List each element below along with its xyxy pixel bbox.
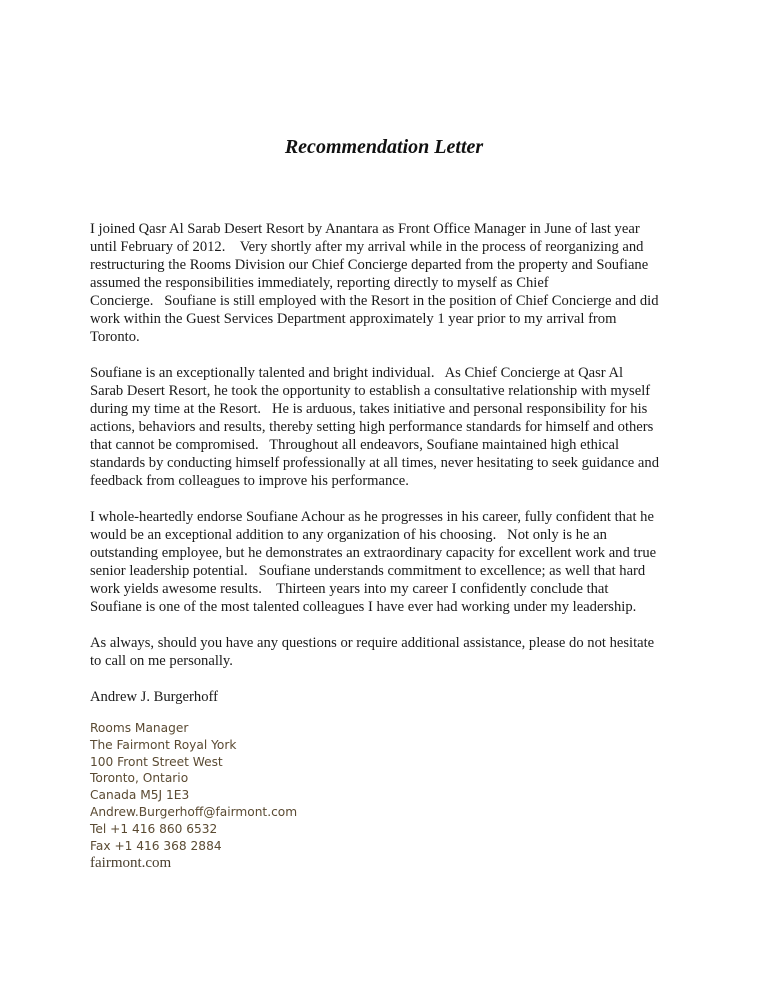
text-line: outstanding employee, but he demonstrates an extraordinary capacity for excellent work and true [90,545,657,561]
signature-website: fairmont.com [90,855,172,872]
letter-body [90,220,690,873]
text-line: assumed the responsibilities immediately, reporting directly to myself as Chief [90,275,549,291]
text-line: until February of 2012. Very shortly after my arrival while in the process of reorganizing and [90,239,644,255]
paragraph-qualities [90,364,690,490]
page-title: Recommendation Letter [284,136,484,158]
signature-fax: Fax +1 416 368 2884 [90,838,222,853]
paragraph-closing [90,634,690,670]
signature-block [90,720,690,873]
text-line: restructuring the Rooms Division our Chief Concierge departed from the property and Soufiane [90,257,649,273]
text-line: Soufiane is an exceptionally talented and bright individual. As Chief Concierge at Qasr Al [90,365,624,381]
text-line: to call on me personally. [90,653,233,669]
signature-country-postal: Canada M5J 1E3 [90,788,190,803]
signature-tel: Tel +1 416 860 6532 [90,821,218,836]
text-line: actions, behaviors and results, thereby setting high performance standards for himself and others [90,419,654,435]
text-line: feedback from colleagues to improve his performance. [90,473,409,489]
signature-role: Rooms Manager [90,721,189,735]
text-line: work within the Guest Services Department approximately 1 year prior to my arrival from [90,311,617,327]
text-line: standards by conducting himself professionally at all times, never hesitating to seek guidance and [90,455,660,471]
signature-email: Andrew.Burgerhoff@fairmont.com [90,804,298,819]
text-line: during my time at the Resort. He is arduous, takes initiative and personal responsibility for his [90,401,648,417]
text-line: Toronto. [90,329,140,345]
text-line: I joined Qasr Al Sarab Desert Resort by Anantara as Front Office Manager in June of last year [90,221,640,237]
text-line: Concierge. Soufiane is still employed with the Resort in the position of Chief Concierge and did [90,293,659,309]
text-line: Soufiane is one of the most talented colleagues I have ever had working under my leadership. [90,599,637,615]
text-line: that cannot be compromised. Throughout all endeavors, Soufiane maintained high ethical [90,437,620,453]
paragraph-endorsement [90,508,690,616]
signer-name: Andrew J. Burgerhoff [90,689,218,705]
text-line: senior leadership potential. Soufiane understands commitment to excellence; as well that hard [90,563,646,579]
signature-company: The Fairmont Royal York [90,737,237,752]
paragraph-intro [90,220,690,346]
text-line: Sarab Desert Resort, he took the opportunity to establish a consultative relationship with myself [90,383,651,399]
text-line: would be an exceptional addition to any organization of his choosing. Not only is he an [90,527,607,543]
text-line: I whole-heartedly endorse Soufiane Achour as he progresses in his career, fully confident that he [90,509,654,525]
signature-city: Toronto, Ontario [90,771,189,786]
text-line: work yields awesome results. Thirteen years into my career I confidently conclude that [90,581,609,597]
text-line: As always, should you have any questions or require additional assistance, please do not hesitate [90,635,655,651]
signature-street: 100 Front Street West [90,754,223,769]
